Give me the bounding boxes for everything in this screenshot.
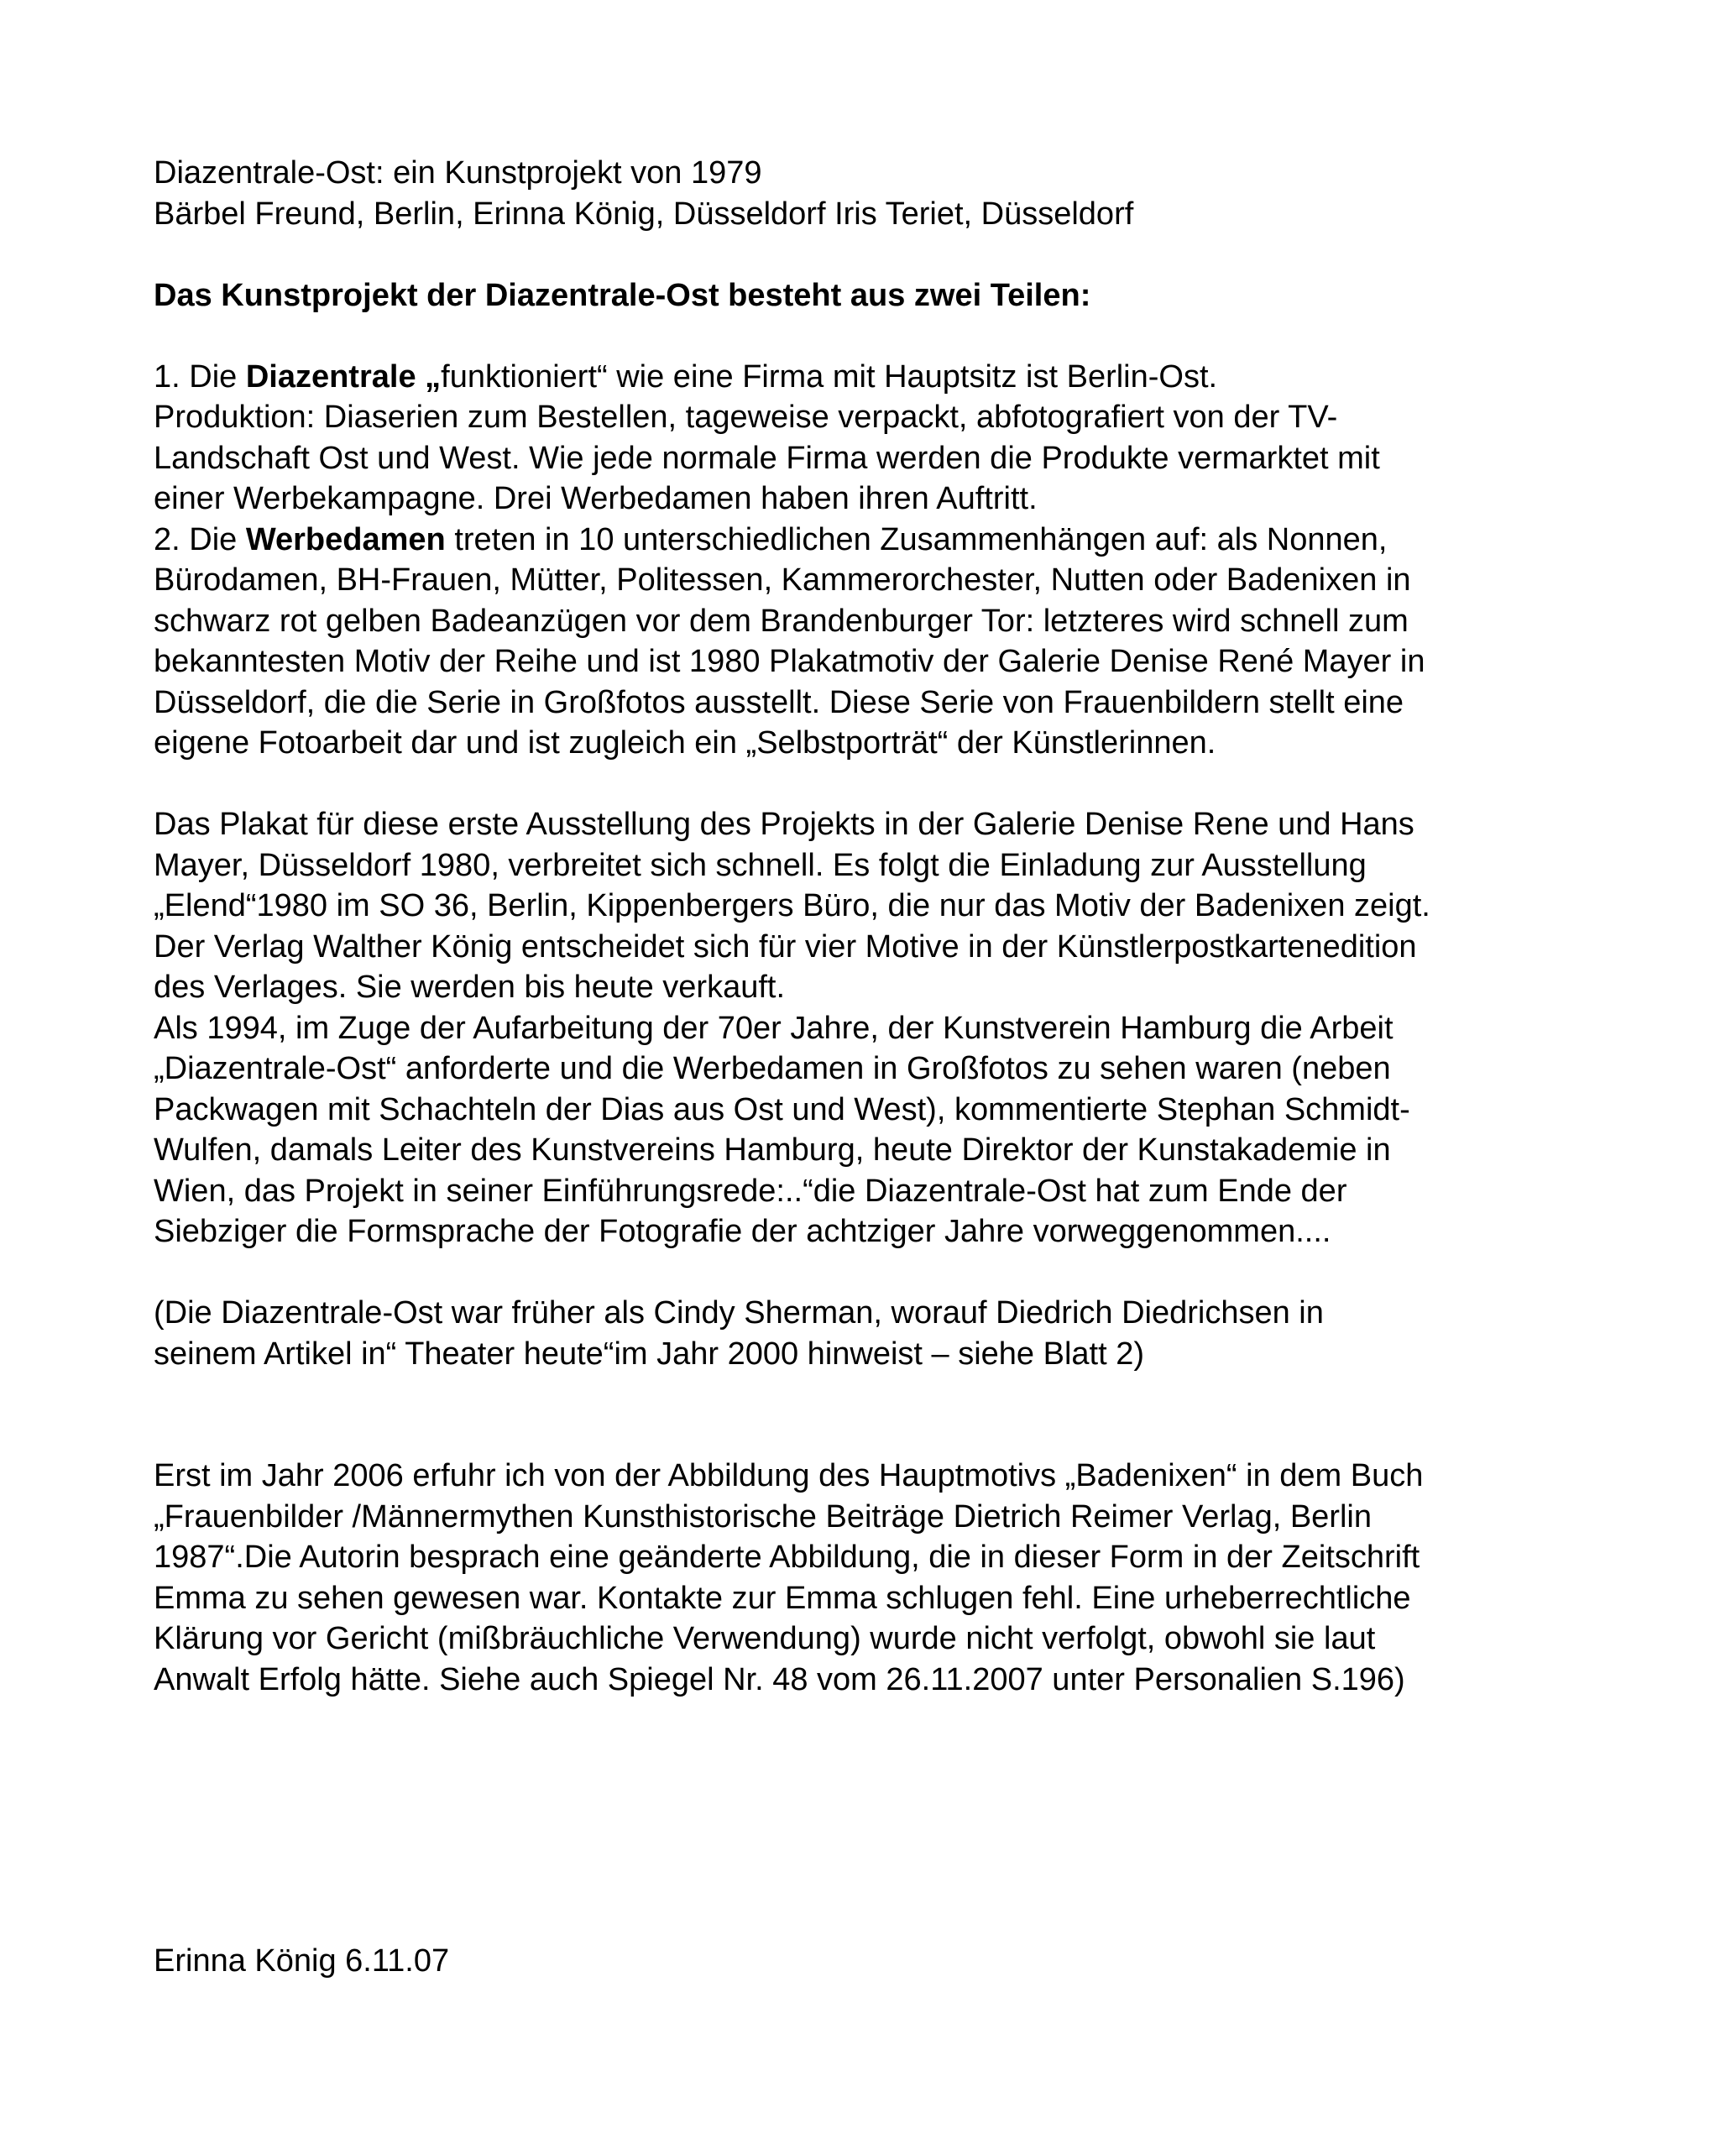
paragraph-2006-line: „Frauenbilder /Männermythen Kunsthistorische Beiträge Dietrich Reimer Verlag, Berlin	[154, 1498, 1372, 1535]
poster-paragraph-line: „Diazentrale-Ost“ anforderte und die Werbedamen in Großfotos zu sehen waren (neben	[154, 1051, 1391, 1086]
part2-line: Düsseldorf, die die Serie in Großfotos ausstellt. Diese Serie von Frauenbildern stellt eine	[154, 684, 1404, 720]
poster-paragraph-line: Siebziger die Formsprache der Fotografie der achtziger Jahre vorweggenommen....	[154, 1214, 1331, 1249]
poster-paragraph-line: Packwagen mit Schachteln der Dias aus Ost und West), kommentierte Stephan Schmidt-	[154, 1091, 1410, 1127]
document-body	[154, 153, 1597, 1700]
part2-first-line: 2. Die Werbedamen treten in 10 unterschiedlichen Zusammenhängen auf: als Nonnen,	[154, 521, 1388, 557]
section-heading: Das Kunstprojekt der Diazentrale-Ost besteht aus zwei Teilen:	[154, 277, 1091, 313]
poster-paragraph-line: Wulfen, damals Leiter des Kunstvereins Hamburg, heute Direktor der Kunstakademie in	[154, 1132, 1391, 1168]
poster-paragraph-line: des Verlages. Sie werden bis heute verkauft.	[154, 970, 786, 1005]
part2-line: schwarz rot gelben Badeanzügen vor dem Brandenburger Tor: letzteres wird schnell zum	[154, 603, 1409, 639]
part1-first-line: 1. Die Diazentrale „funktioniert“ wie eine Firma mit Hauptsitz ist Berlin-Ost.	[154, 358, 1218, 395]
part2-line: Bürodamen, BH-Frauen, Mütter, Politessen, Kammerorchester, Nutten oder Badenixen in	[154, 562, 1411, 598]
paragraph-2006-line: 1987“.Die Autorin besprach eine geänderte Abbildung, die in dieser Form in der Zeitschrift	[154, 1540, 1420, 1575]
poster-paragraph-line: Der Verlag Walther König entscheidet sich für vier Motive in der Künstlerpostkartenedition	[154, 928, 1417, 965]
poster-paragraph-line: „Elend“1980 im SO 36, Berlin, Kippenbergers Büro, die nur das Motiv der Badenixen zeigt.	[154, 888, 1430, 923]
part2-line: bekanntesten Motiv der Reihe und ist 1980 Plakatmotiv der Galerie Denise René Mayer in	[154, 644, 1425, 679]
poster-paragraph-line: Mayer, Düsseldorf 1980, verbreitet sich schnell. Es folgt die Einladung zur Ausstellung	[154, 847, 1367, 883]
authors-line: Bärbel Freund, Berlin, Erinna König, Düsseldorf Iris Teriet, Düsseldorf	[154, 196, 1134, 232]
signature-line: Erinna König 6.11.07	[154, 1943, 450, 1979]
part2-line: eigene Fotoarbeit dar und ist zugleich ein „Selbstporträt“ der Künstlerinnen.	[154, 725, 1216, 761]
part1-line: Produktion: Diaserien zum Bestellen, tageweise verpackt, abfotografiert von der TV-	[154, 400, 1338, 435]
part1-line: einer Werbekampagne. Drei Werbedamen haben ihren Auftritt.	[154, 481, 1038, 516]
poster-paragraph-line: Das Plakat für diese erste Ausstellung des Projekts in der Galerie Denise Rene und Hans	[154, 807, 1414, 842]
paragraph-2006-line: Klärung vor Gericht (mißbräuchliche Verwendung) wurde nicht verfolgt, obwohl sie laut	[154, 1621, 1376, 1656]
poster-paragraph-line: Als 1994, im Zuge der Aufarbeitung der 70er Jahre, der Kunstverein Hamburg die Arbeit	[154, 1010, 1394, 1046]
paragraph-2006-line: Erst im Jahr 2006 erfuhr ich von der Abbildung des Hauptmotivs „Badenixen“ in dem Buch	[154, 1458, 1424, 1493]
poster-paragraph-line: Wien, das Projekt in seiner Einführungsrede:..“die Diazentrale-Ost hat zum Ende der	[154, 1173, 1347, 1209]
paragraph-2006-line: Anwalt Erfolg hätte. Siehe auch Spiegel Nr. 48 vom 26.11.2007 unter Personalien S.196)	[154, 1661, 1405, 1697]
paragraph-2006-line: Emma zu sehen gewesen war. Kontakte zur Emma schlugen fehl. Eine urheberrechtliche	[154, 1580, 1411, 1616]
part1-line: Landschaft Ost und West. Wie jede normale Firma werden die Produkte vermarktet mit	[154, 440, 1380, 476]
sherman-paragraph-line: (Die Diazentrale-Ost war früher als Cindy Sherman, worauf Diedrich Diedrichsen in	[154, 1295, 1324, 1331]
sherman-paragraph-line: seinem Artikel in“ Theater heute“im Jahr 2000 hinweist – siehe Blatt 2)	[154, 1336, 1145, 1372]
title-line: Diazentrale-Ost: ein Kunstprojekt von 1979	[154, 155, 762, 191]
